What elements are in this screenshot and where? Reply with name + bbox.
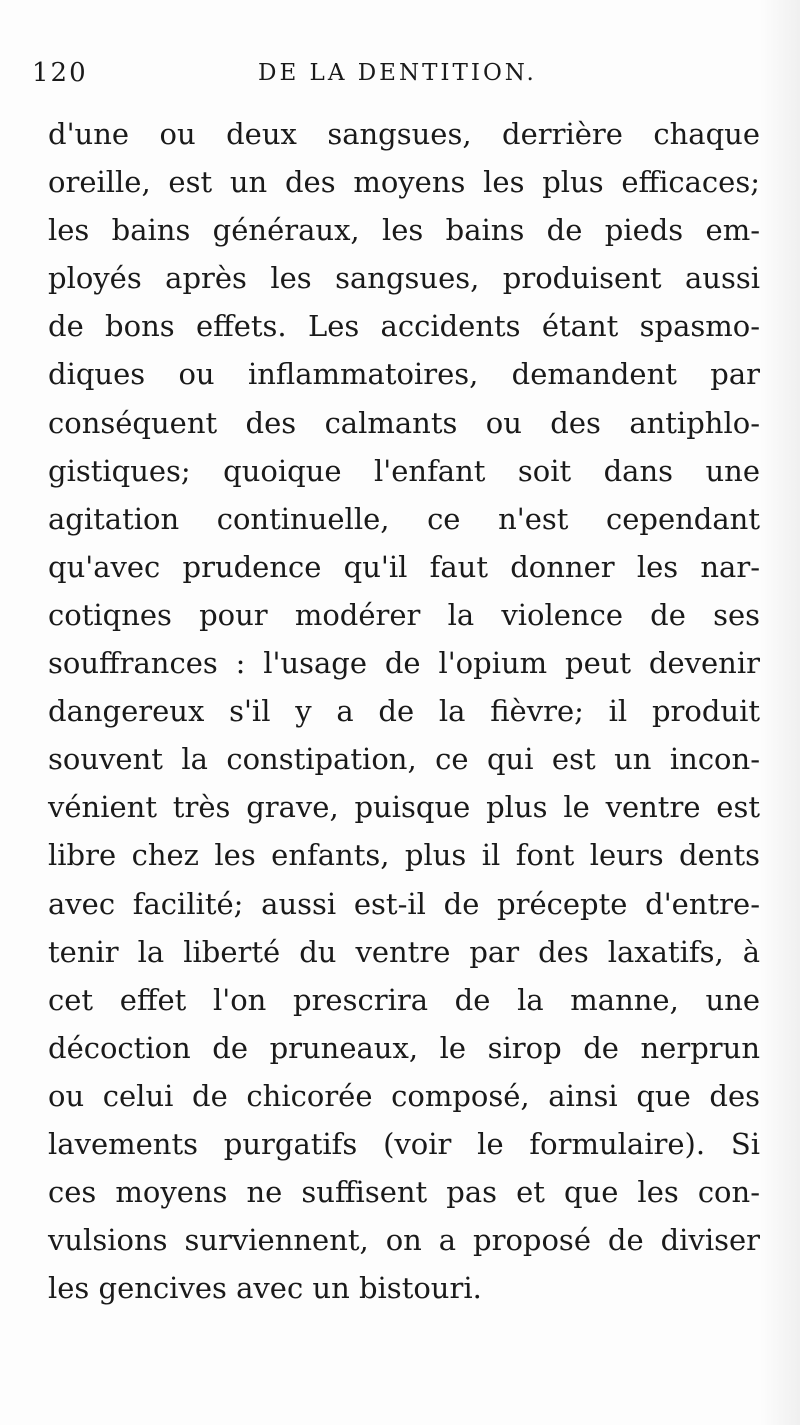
text-line: qu'avec prudence qu'il faut donner les nar-: [48, 549, 760, 584]
text-line: vulsions surviennent, on a proposé de diviser: [48, 1223, 760, 1258]
text-line: vénient très grave, puisque plus le ventre est: [48, 790, 760, 825]
text-line: gistiques; quoique l'enfant soit dans une: [48, 453, 760, 488]
text-line: lavements purgatifs (voir le formulaire). Si: [48, 1126, 760, 1161]
text-line: libre chez les enfants, plus il font leurs dents: [48, 838, 760, 873]
text-line: conséquent des calmants ou des antiphlo-: [48, 405, 760, 440]
text-line: avec facilité; aussi est-il de précepte d'entre-: [48, 886, 760, 921]
text-line: les bains généraux, les bains de pieds em-: [48, 213, 760, 248]
text-line: tenir la liberté du ventre par des laxatifs, à: [48, 934, 760, 969]
page-edge-shadow: [760, 0, 800, 1425]
text-line: diques ou inflammatoires, demandent par: [48, 357, 760, 392]
text-line: agitation continuelle, ce n'est cependant: [48, 501, 760, 536]
page-header: [32, 58, 772, 98]
text-line: ou celui de chicorée composé, ainsi que des: [48, 1078, 760, 1113]
text-line: dangereux s'il y a de la fièvre; il produit: [48, 694, 760, 729]
text-line: ces moyens ne suffisent pas et que les con-: [48, 1175, 760, 1210]
text-line: oreille, est un des moyens les plus efficaces;: [48, 165, 760, 200]
body-paragraph: [48, 110, 760, 1312]
text-line: de bons effets. Les accidents étant spasmo-: [48, 309, 760, 344]
running-title: DE LA DENTITION.: [258, 60, 537, 86]
text-line: cet effet l'on prescrira de la manne, une: [48, 982, 760, 1017]
text-line: ployés après les sangsues, produisent aussi: [48, 261, 760, 296]
text-line: cotiqnes pour modérer la violence de ses: [48, 597, 760, 632]
text-line: souffrances : l'usage de l'opium peut devenir: [48, 646, 760, 681]
text-line: les gencives avec un bistouri.: [48, 1271, 482, 1306]
page-number: 120: [32, 58, 88, 88]
text-line: décoction de pruneaux, le sirop de nerprun: [48, 1030, 760, 1065]
text-line: d'une ou deux sangsues, derrière chaque: [48, 117, 760, 151]
text-line: souvent la constipation, ce qui est un incon-: [48, 742, 760, 777]
